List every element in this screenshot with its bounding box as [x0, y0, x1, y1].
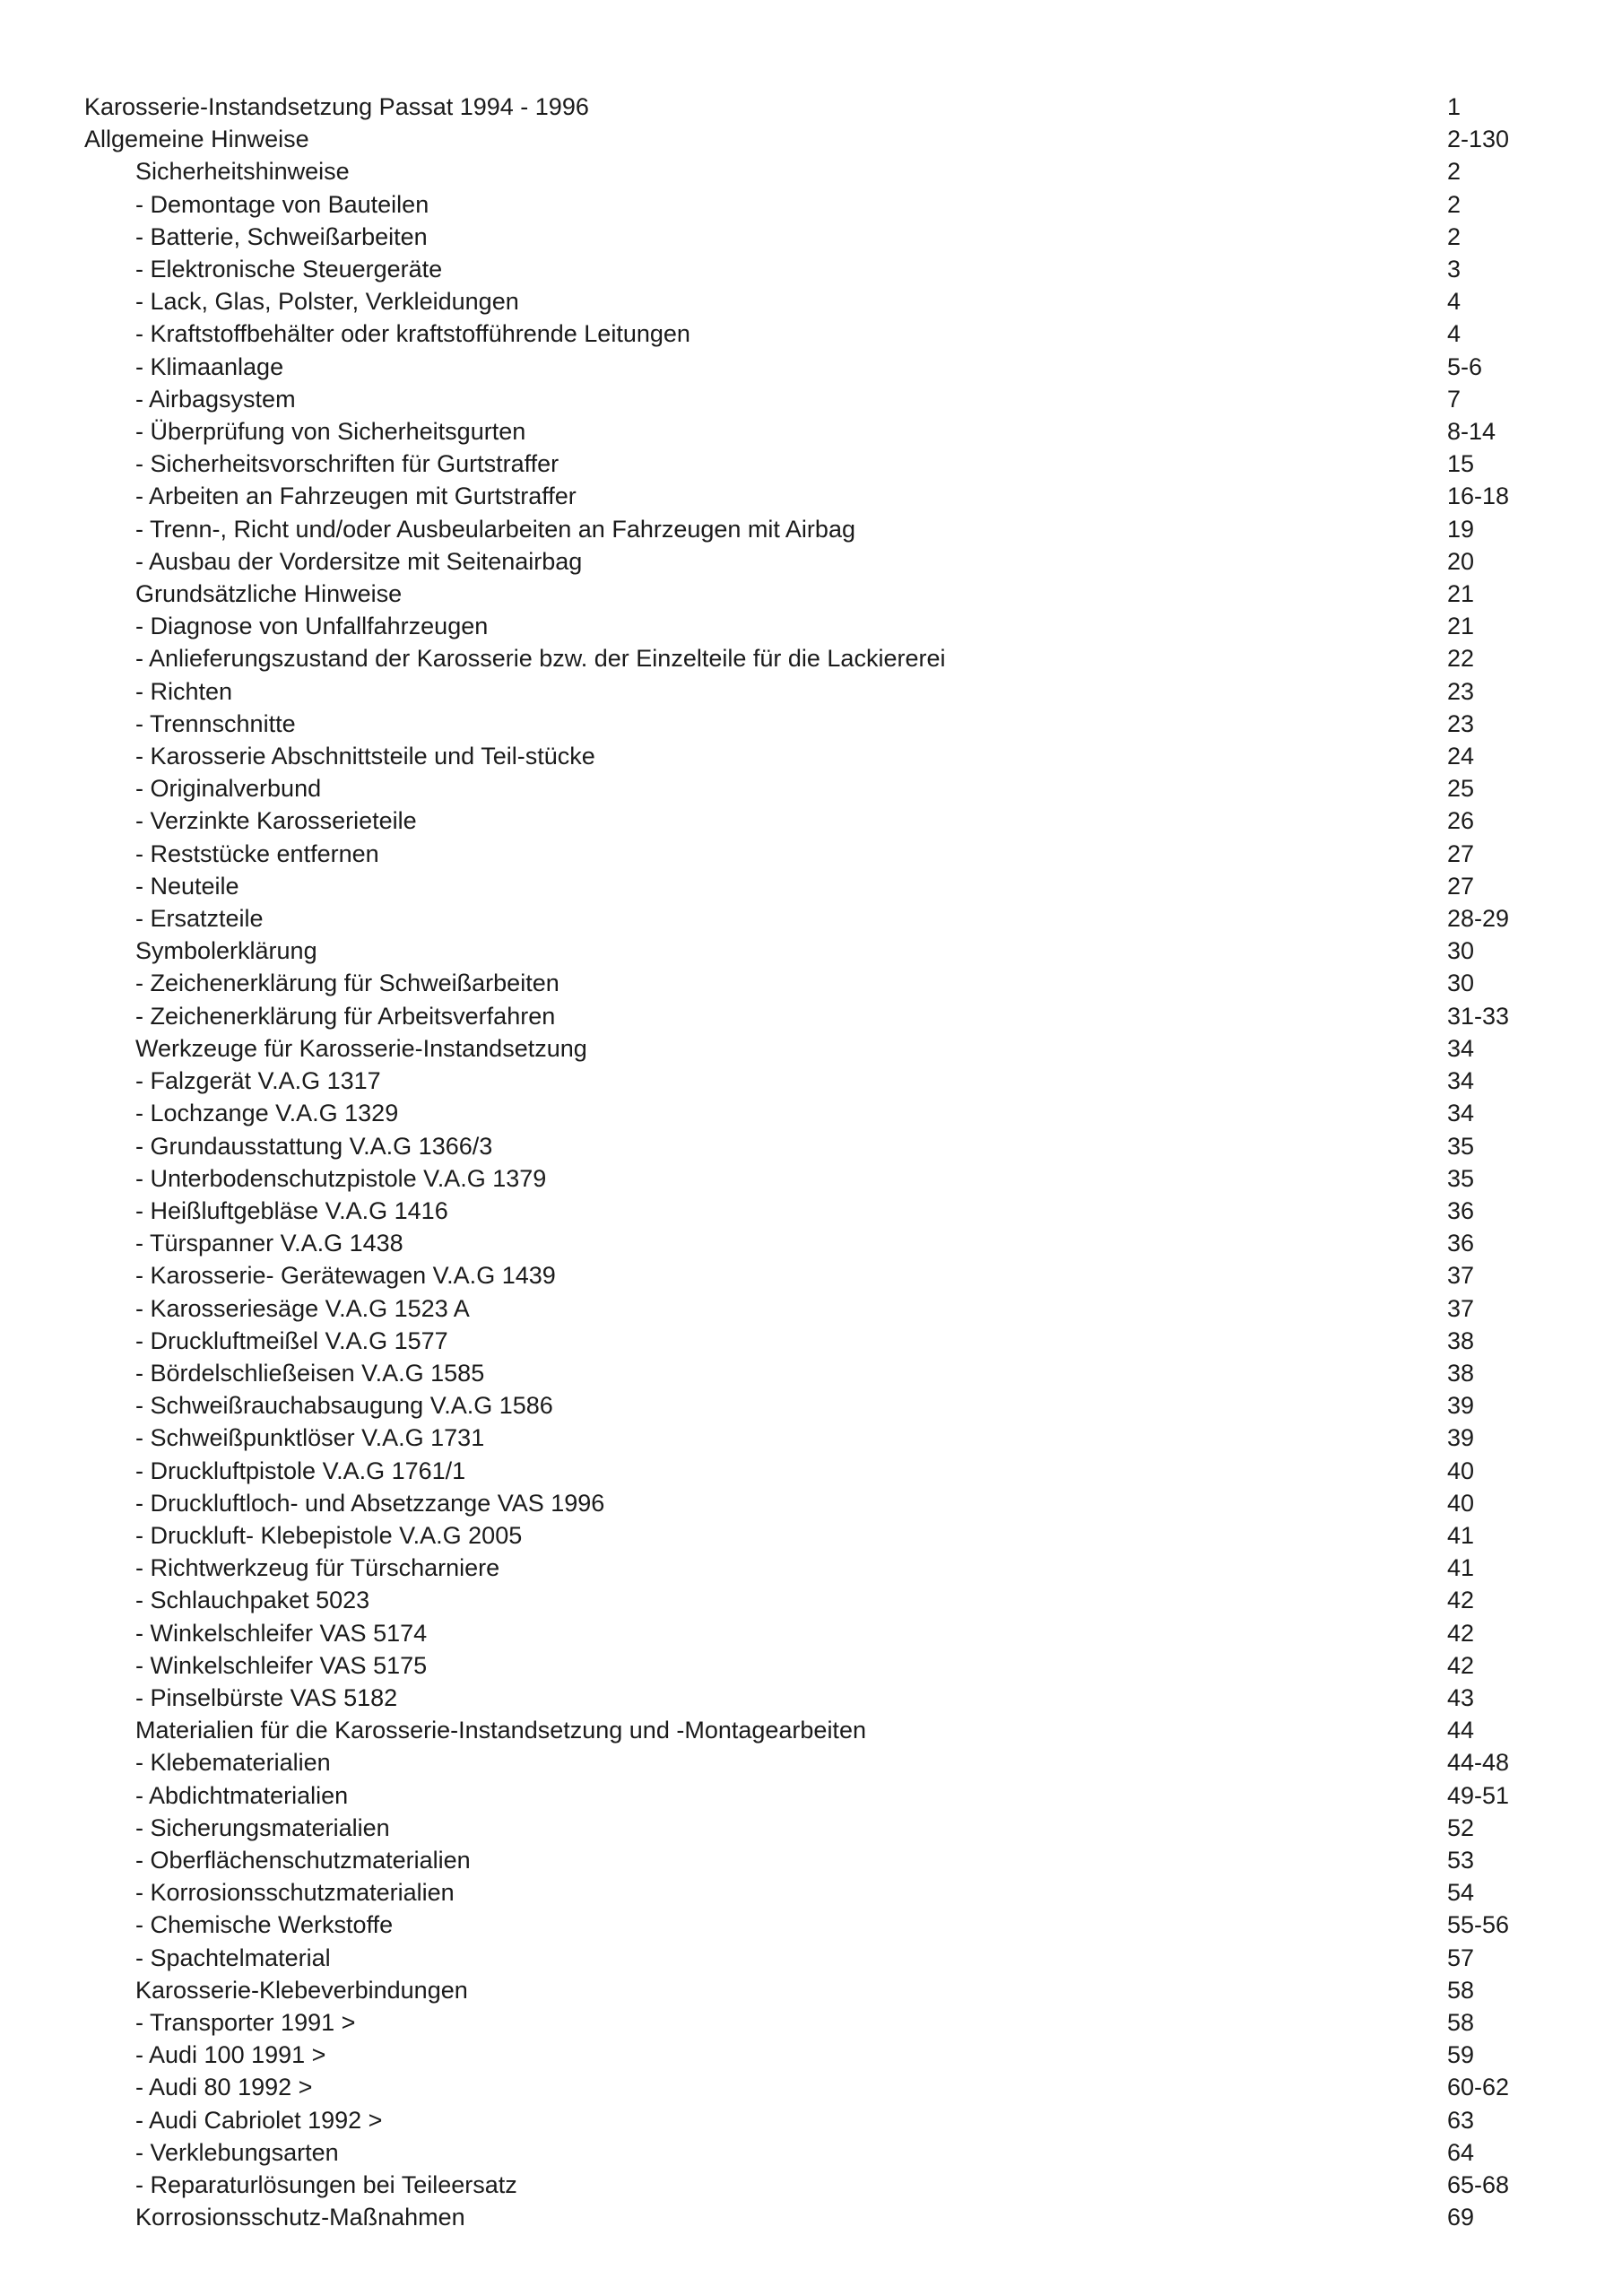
- toc-entry-page: 34: [1447, 1100, 1475, 1127]
- toc-entry-label: - Reststücke entfernen: [135, 839, 379, 867]
- toc-entry-label: - Schweißrauchabsaugung V.A.G 1586: [135, 1392, 553, 1420]
- toc-entry-page: 52: [1447, 1813, 1475, 1841]
- toc-entry-label: - Diagnose von Unfallfahrzeugen: [135, 613, 489, 640]
- toc-entry-page: 57: [1447, 1944, 1475, 1971]
- toc-row: [84, 545, 1609, 578]
- toc-entry-page: 27: [1447, 839, 1475, 867]
- toc-entry-label: - Ersatzteile: [135, 905, 264, 933]
- toc-entry-page: 42: [1447, 1619, 1475, 1647]
- toc-entry-page: 38: [1447, 1359, 1475, 1387]
- toc-row: [84, 1065, 1609, 1097]
- toc-entry-page: 42: [1447, 1651, 1475, 1679]
- toc-entry-page: 3: [1447, 256, 1462, 283]
- toc-row: [84, 1000, 1609, 1032]
- toc-entry-page: 27: [1447, 872, 1475, 900]
- toc-entry-label: - Ausbau der Vordersitze mit Seitenairbag: [135, 547, 583, 575]
- toc-entry-label: - Winkelschleifer VAS 5174: [135, 1619, 428, 1647]
- toc-entry-label: - Richtwerkzeug für Türscharniere: [135, 1554, 500, 1582]
- toc-row: [84, 1552, 1609, 1584]
- toc-row: [84, 317, 1609, 350]
- toc-entry-label: - Trenn-, Richt und/oder Ausbeularbeiten an Fahrzeugen mit Airbag: [135, 515, 855, 543]
- toc-row: [84, 1519, 1609, 1552]
- toc-entry-page: 58: [1447, 1976, 1475, 2004]
- toc-entry-label: - Originalverbund: [135, 775, 322, 803]
- toc-entry-page: 44-48: [1447, 1749, 1510, 1777]
- toc-row: [84, 1292, 1609, 1325]
- toc-entry-label: - Lack, Glas, Polster, Verkleidungen: [135, 288, 519, 316]
- toc-row: [84, 2169, 1609, 2201]
- toc-entry-page: 4: [1447, 320, 1462, 348]
- toc-row: [84, 415, 1609, 448]
- toc-entry-page: 34: [1447, 1067, 1475, 1095]
- toc-entry-page: 64: [1447, 2138, 1475, 2166]
- toc-entry-page: 42: [1447, 1587, 1475, 1614]
- toc-entry-label: Grundsätzliche Hinweise: [135, 580, 403, 608]
- toc-entry-page: 23: [1447, 677, 1475, 705]
- toc-entry-label: - Verzinkte Karosserieteile: [135, 807, 417, 835]
- toc-entry-label: - Schlauchpaket 5023: [135, 1587, 370, 1614]
- toc-row: [84, 1487, 1609, 1519]
- toc-row: [84, 772, 1609, 804]
- toc-entry-page: 39: [1447, 1392, 1475, 1420]
- toc-row: [84, 610, 1609, 642]
- toc-entry-page: 2: [1447, 190, 1462, 218]
- toc-entry-page: 21: [1447, 580, 1475, 608]
- toc-entry-page: 53: [1447, 1846, 1475, 1874]
- toc-entry-page: 54: [1447, 1879, 1475, 1907]
- toc-entry-label: - Verklebungsarten: [135, 2138, 339, 2166]
- toc-entry-page: 41: [1447, 1521, 1475, 1549]
- toc-row: [84, 1584, 1609, 1616]
- toc-entry-label: - Abdichtmaterialien: [135, 1781, 349, 1809]
- toc-entry-page: 40: [1447, 1457, 1475, 1484]
- toc-entry-label: - Audi Cabriolet 1992 >: [135, 2106, 383, 2134]
- toc-entry-label: - Demontage von Bauteilen: [135, 190, 429, 218]
- toc-entry-page: 4: [1447, 288, 1462, 316]
- toc-entry-label: - Karosserie- Gerätewagen V.A.G 1439: [135, 1262, 556, 1290]
- toc-row: [84, 838, 1609, 870]
- toc-entry-page: 16-18: [1447, 483, 1510, 510]
- toc-entry-page: 49-51: [1447, 1781, 1510, 1809]
- toc-entry-page: 59: [1447, 2041, 1475, 2069]
- toc-entry-label: Werkzeuge für Karosserie-Instandsetzung: [135, 1034, 587, 1062]
- table-of-contents: [84, 91, 1609, 2233]
- toc-entry-label: - Klimaanlage: [135, 352, 284, 380]
- toc-entry-page: 8-14: [1447, 418, 1496, 446]
- toc-entry-label: - Druckluftloch- und Absetzzange VAS 1996: [135, 1489, 605, 1517]
- toc-entry-page: 21: [1447, 613, 1475, 640]
- toc-entry-label: - Zeichenerklärung für Schweißarbeiten: [135, 970, 559, 997]
- toc-entry-page: 37: [1447, 1262, 1475, 1290]
- toc-row: [84, 1844, 1609, 1876]
- toc-row: [84, 1942, 1609, 1974]
- toc-entry-label: - Elektronische Steuergeräte: [135, 256, 443, 283]
- toc-entry-page: 2-130: [1447, 126, 1510, 153]
- toc-row: [84, 188, 1609, 221]
- toc-entry-page: 5-6: [1447, 352, 1483, 380]
- toc-entry-page: 36: [1447, 1230, 1475, 1257]
- toc-entry-page: 30: [1447, 970, 1475, 997]
- toc-row: [84, 1422, 1609, 1454]
- toc-entry-label: - Schweißpunktlöser V.A.G 1731: [135, 1424, 485, 1452]
- toc-entry-page: 44: [1447, 1717, 1475, 1744]
- toc-row: [84, 2071, 1609, 2103]
- toc-entry-page: 35: [1447, 1164, 1475, 1192]
- toc-entry-page: 35: [1447, 1132, 1475, 1160]
- toc-entry-label: - Karosseriesäge V.A.G 1523 A: [135, 1294, 470, 1322]
- toc-entry-label: - Grundausstattung V.A.G 1366/3: [135, 1132, 493, 1160]
- toc-row: [84, 1325, 1609, 1357]
- toc-row: [84, 1682, 1609, 1714]
- toc-entry-page: 55-56: [1447, 1911, 1510, 1939]
- toc-row: [84, 285, 1609, 317]
- toc-entry-page: 2: [1447, 222, 1462, 250]
- toc-entry-label: Sicherheitshinweise: [135, 158, 350, 186]
- toc-row: [84, 351, 1609, 383]
- toc-entry-label: - Druckluftpistole V.A.G 1761/1: [135, 1457, 466, 1484]
- toc-row: [84, 2201, 1609, 2233]
- toc-row: [84, 1227, 1609, 1259]
- toc-entry-label: - Korrosionsschutzmaterialien: [135, 1879, 455, 1907]
- toc-row: [84, 1032, 1609, 1065]
- toc-row: [84, 383, 1609, 415]
- toc-entry-page: 41: [1447, 1554, 1475, 1582]
- toc-row: [84, 1876, 1609, 1909]
- toc-row: [84, 1455, 1609, 1487]
- toc-entry-label: - Audi 80 1992 >: [135, 2074, 313, 2101]
- toc-row: [84, 804, 1609, 837]
- toc-entry-label: - Sicherheitsvorschriften für Gurtstraffer: [135, 450, 559, 478]
- toc-row: [84, 91, 1609, 123]
- toc-entry-label: - Sicherungsmaterialien: [135, 1813, 390, 1841]
- toc-row: [84, 1909, 1609, 1941]
- toc-entry-label: - Oberflächenschutzmaterialien: [135, 1846, 471, 1874]
- toc-entry-label: - Druckluft- Klebepistole V.A.G 2005: [135, 1521, 523, 1549]
- toc-row: [84, 740, 1609, 772]
- toc-entry-page: 60-62: [1447, 2074, 1510, 2101]
- toc-entry-page: 15: [1447, 450, 1475, 478]
- toc-row: [84, 2136, 1609, 2169]
- toc-row: [84, 123, 1609, 155]
- toc-row: [84, 708, 1609, 740]
- toc-entry-page: 2: [1447, 158, 1462, 186]
- toc-row: [84, 480, 1609, 512]
- toc-row: [84, 155, 1609, 187]
- toc-row: [84, 578, 1609, 610]
- toc-entry-label: - Heißluftgebläse V.A.G 1416: [135, 1196, 448, 1224]
- toc-entry-page: 22: [1447, 645, 1475, 673]
- toc-row: [84, 902, 1609, 935]
- toc-entry-page: 30: [1447, 937, 1475, 965]
- toc-row: [84, 2039, 1609, 2071]
- toc-row: [84, 221, 1609, 253]
- toc-entry-page: 58: [1447, 2008, 1475, 2036]
- toc-entry-label: - Spachtelmaterial: [135, 1944, 331, 1971]
- toc-entry-label: Korrosionsschutz-Maßnahmen: [135, 2204, 465, 2231]
- toc-entry-label: - Batterie, Schweißarbeiten: [135, 222, 428, 250]
- toc-entry-page: 34: [1447, 1034, 1475, 1062]
- toc-entry-page: 38: [1447, 1326, 1475, 1354]
- toc-row: [84, 870, 1609, 902]
- toc-entry-label: - Kraftstoffbehälter oder kraftstofführende Leitungen: [135, 320, 690, 348]
- toc-entry-page: 7: [1447, 385, 1462, 413]
- toc-entry-page: 31-33: [1447, 1002, 1510, 1030]
- toc-entry-label: - Neuteile: [135, 872, 239, 900]
- toc-entry-page: 37: [1447, 1294, 1475, 1322]
- toc-row: [84, 1097, 1609, 1129]
- toc-entry-page: 69: [1447, 2204, 1475, 2231]
- toc-entry-label: - Winkelschleifer VAS 5175: [135, 1651, 428, 1679]
- toc-entry-page: 28-29: [1447, 905, 1510, 933]
- toc-entry-page: 20: [1447, 547, 1475, 575]
- toc-entry-label: - Türspanner V.A.G 1438: [135, 1230, 403, 1257]
- toc-entry-label: - Überprüfung von Sicherheitsgurten: [135, 418, 526, 446]
- toc-row: [84, 1130, 1609, 1162]
- toc-entry-label: - Druckluftmeißel V.A.G 1577: [135, 1326, 448, 1354]
- toc-row: [84, 1389, 1609, 1422]
- toc-row: [84, 1195, 1609, 1227]
- toc-entry-page: 26: [1447, 807, 1475, 835]
- toc-row: [84, 2006, 1609, 2039]
- toc-entry-page: 24: [1447, 743, 1475, 770]
- toc-entry-page: 43: [1447, 1683, 1475, 1711]
- toc-row: [84, 1617, 1609, 1649]
- toc-entry-label: - Audi 100 1991 >: [135, 2041, 326, 2069]
- toc-entry-label: - Chemische Werkstoffe: [135, 1911, 394, 1939]
- toc-entry-label: - Karosserie Abschnittsteile und Teil-stücke: [135, 743, 595, 770]
- toc-row: [84, 935, 1609, 967]
- toc-entry-page: 40: [1447, 1489, 1475, 1517]
- toc-row: [84, 2104, 1609, 2136]
- toc-row: [84, 1746, 1609, 1779]
- toc-entry-label: Materialien für die Karosserie-Instandsetzung und -Montagearbeiten: [135, 1717, 866, 1744]
- toc-entry-page: 1: [1447, 93, 1462, 120]
- toc-row: [84, 967, 1609, 999]
- toc-row: [84, 253, 1609, 285]
- toc-row: [84, 1649, 1609, 1682]
- toc-row: [84, 675, 1609, 708]
- toc-entry-page: 36: [1447, 1196, 1475, 1224]
- toc-row: [84, 1259, 1609, 1292]
- toc-row: [84, 1357, 1609, 1389]
- toc-entry-label: - Anlieferungszustand der Karosserie bzw. der Einzelteile für die Lackiererei: [135, 645, 946, 673]
- toc-entry-page: 23: [1447, 709, 1475, 737]
- toc-entry-label: Allgemeine Hinweise: [84, 126, 309, 153]
- toc-entry-label: Karosserie-Instandsetzung Passat 1994 - 1996: [84, 93, 589, 120]
- toc-entry-label: - Reparaturlösungen bei Teileersatz: [135, 2171, 517, 2198]
- toc-entry-label: - Falzgerät V.A.G 1317: [135, 1067, 381, 1095]
- toc-entry-page: 19: [1447, 515, 1475, 543]
- toc-row: [84, 1812, 1609, 1844]
- toc-entry-label: - Bördelschließeisen V.A.G 1585: [135, 1359, 485, 1387]
- toc-entry-label: Symbolerklärung: [135, 937, 317, 965]
- toc-entry-label: - Unterbodenschutzpistole V.A.G 1379: [135, 1164, 547, 1192]
- toc-entry-label: - Transporter 1991 >: [135, 2008, 356, 2036]
- toc-entry-label: - Richten: [135, 677, 233, 705]
- toc-entry-label: - Pinselbürste VAS 5182: [135, 1683, 398, 1711]
- toc-entry-page: 25: [1447, 775, 1475, 803]
- toc-row: [84, 448, 1609, 480]
- toc-entry-label: - Trennschnitte: [135, 709, 296, 737]
- toc-entry-label: - Arbeiten an Fahrzeugen mit Gurtstraffer: [135, 483, 577, 510]
- toc-entry-label: - Lochzange V.A.G 1329: [135, 1100, 399, 1127]
- toc-entry-page: 39: [1447, 1424, 1475, 1452]
- toc-row: [84, 513, 1609, 545]
- toc-row: [84, 1162, 1609, 1195]
- toc-entry-page: 65-68: [1447, 2171, 1510, 2198]
- toc-entry-label: - Airbagsystem: [135, 385, 296, 413]
- toc-row: [84, 642, 1609, 674]
- toc-row: [84, 1974, 1609, 2006]
- toc-row: [84, 1714, 1609, 1746]
- toc-entry-label: Karosserie-Klebeverbindungen: [135, 1976, 468, 2004]
- toc-entry-label: - Klebematerialien: [135, 1749, 331, 1777]
- toc-row: [84, 1779, 1609, 1812]
- toc-entry-label: - Zeichenerklärung für Arbeitsverfahren: [135, 1002, 556, 1030]
- toc-entry-page: 63: [1447, 2106, 1475, 2134]
